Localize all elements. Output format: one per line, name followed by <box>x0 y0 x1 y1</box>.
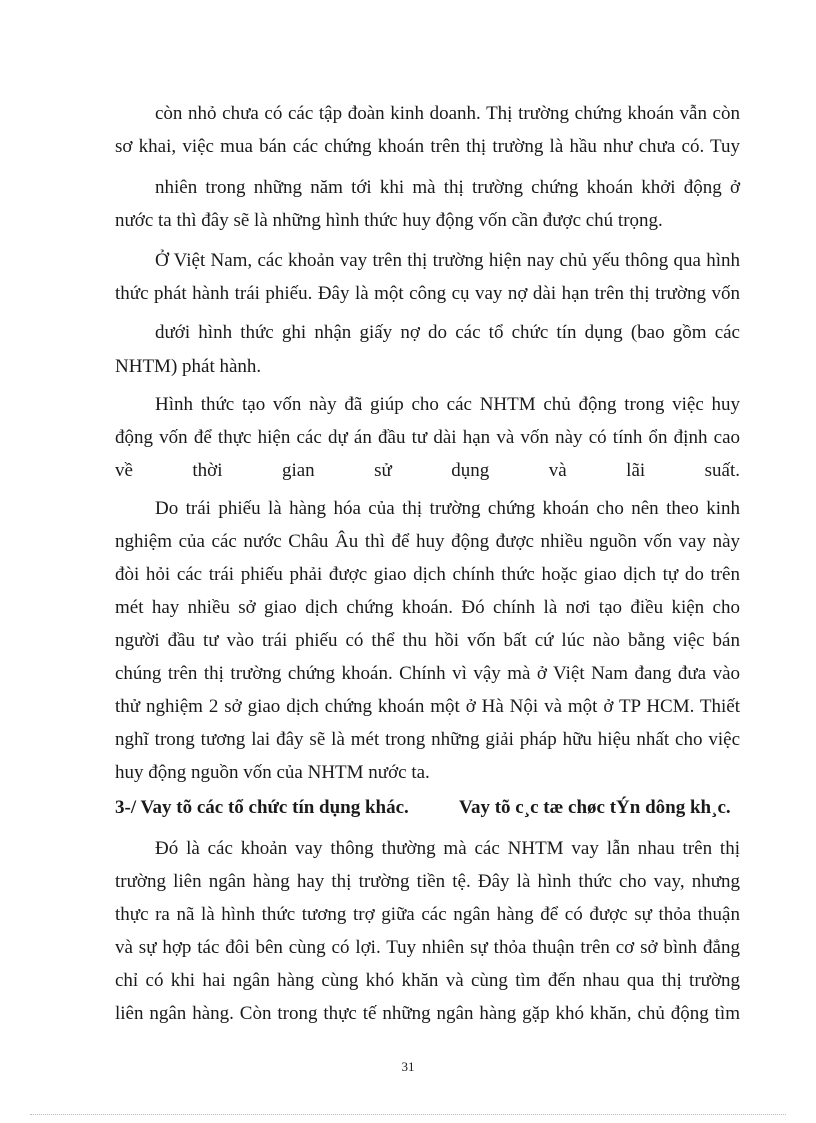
body-line: thức phát hành trái phiếu. Đây là một công cụ vay nợ dài hạn trên thị trường vốn <box>115 283 740 304</box>
body-line: và sự hợp tác đôi bên cùng có lợi. Tuy nhiên sự thỏa thuận trên cơ sở bình đẳng <box>115 937 740 958</box>
section-heading <box>115 796 409 820</box>
body-line: Hình thức tạo vốn này đã giúp cho các NHTM chủ động trong việc huy <box>155 394 740 415</box>
body-line: nhiên trong những năm tới khi mà thị trường chứng khoán khởi động ở <box>155 177 740 198</box>
body-line: động vốn để thực hiện các dự án đầu tư dài hạn và vốn này có tính ổn định cao <box>115 427 740 448</box>
body-line: đòi hỏi các trái phiếu phải được giao dịch chính thức hoặc giao dịch tự do trên <box>115 564 740 585</box>
body-line: nghiệm của các nước Châu Âu thì để huy động được nhiều nguồn vốn vay này <box>115 531 740 552</box>
section-title: Vay tõ các tổ chức tín dụng khác. <box>140 797 409 818</box>
body-line: người đầu tư vào trái phiếu có thể thu hồi vốn bất cứ lúc nào bằng việc bán <box>115 630 740 651</box>
body-line: thực ra nã là hình thức tương trợ giữa các ngân hàng để có được sự thỏa thuận <box>115 904 740 925</box>
body-line: thử nghiệm 2 sở giao dịch chứng khoán một ở Hà Nội và một ở TP HCM. Thiết <box>115 696 740 717</box>
page-number: 31 <box>401 1059 415 1074</box>
body-line: còn nhỏ chưa có các tập đoàn kinh doanh. Thị trường chứng khoán vẫn còn <box>155 103 740 124</box>
body-line: huy động nguồn vốn của NHTM nước ta. <box>115 762 430 783</box>
body-line: sơ khai, việc mua bán các chứng khoán trên thị trường là hầu như chưa có. Tuy <box>115 136 740 157</box>
body-line: nghĩ trong tương lai đây sẽ là mét trong những giải pháp hữu hiệu nhất cho việc <box>115 729 740 750</box>
section-heading-garbled: Vay tõ c¸c tæ chøc tÝn dông kh¸c. <box>459 797 731 818</box>
body-line: mét hay nhiều sở giao dịch chứng khoán. Đó chính là nơi tạo điều kiện cho <box>115 597 740 618</box>
body-line: Đó là các khoản vay thông thường mà các NHTM vay lẫn nhau trên thị <box>155 838 740 859</box>
body-line: chỉ có khi hai ngân hàng cùng khó khăn và cùng tìm đến nhau qua thị trường <box>115 970 740 991</box>
body-line: liên ngân hàng. Còn trong thực tế những ngân hàng gặp khó khăn, chủ động tìm <box>115 1003 740 1024</box>
section-number: 3-/ <box>115 797 137 818</box>
body-line: Do trái phiếu là hàng hóa của thị trường chứng khoán cho nên theo kinh <box>155 498 740 519</box>
body-line: chúng trên thị trường chứng khoán. Chính vì vậy mà ở Việt Nam đang đưa vào <box>115 663 740 684</box>
body-line: về thời gian sử dụng và lãi suất. <box>115 460 740 481</box>
body-line: dưới hình thức ghi nhận giấy nợ do các tổ chức tín dụng (bao gồm các <box>155 322 740 343</box>
page-bottom-rule <box>30 1114 786 1115</box>
body-line: NHTM) phát hành. <box>115 356 262 377</box>
body-line: trường liên ngân hàng hay thị trường tiền tệ. Đây là hình thức cho vay, nhưng <box>115 871 740 892</box>
body-line: nước ta thì đây sẽ là những hình thức huy động vốn cần được chú trọng. <box>115 210 663 231</box>
body-line: Ở Việt Nam, các khoản vay trên thị trường hiện nay chủ yếu thông qua hình <box>155 250 740 271</box>
